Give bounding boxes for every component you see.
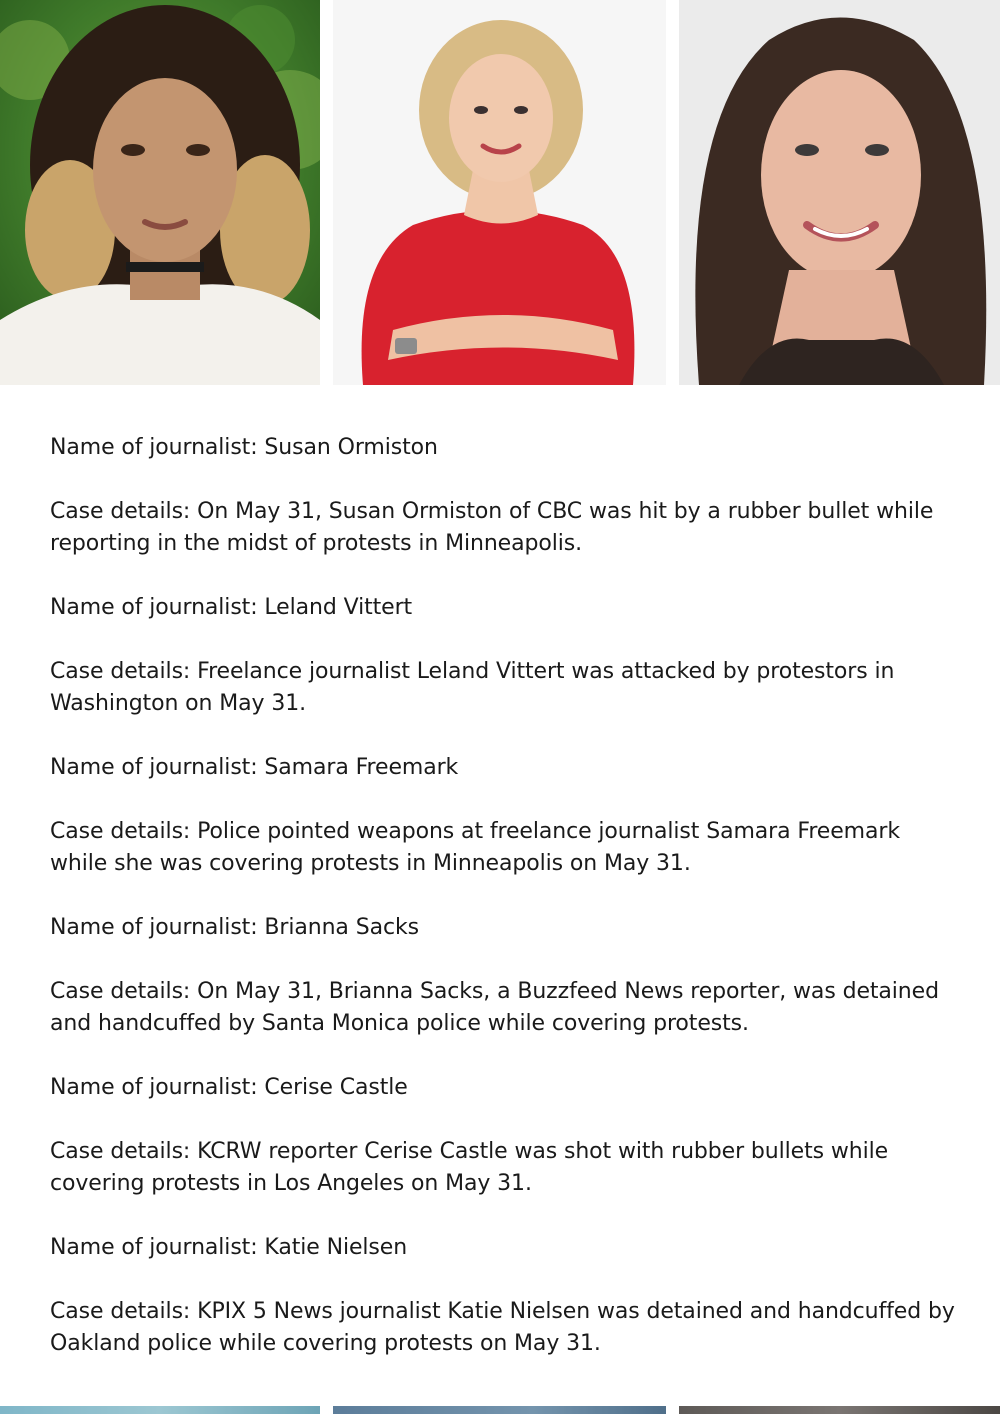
- portrait-photo-1: [0, 0, 320, 385]
- journalist-name: Name of journalist: Cerise Castle: [50, 1075, 408, 1100]
- journalist-name: Name of journalist: Leland Vittert: [50, 595, 413, 620]
- journalist-name: Name of journalist: Brianna Sacks: [50, 915, 419, 940]
- journalist-name: Name of journalist: Katie Nielsen: [50, 1235, 408, 1260]
- case-details: Case details: On May 31, Susan Ormiston of CBC was hit by a rubber bullet while reporting in the midst of protests in Minneapolis.: [50, 499, 934, 556]
- photo-edge-3: [679, 1406, 1000, 1414]
- photo-row: [0, 0, 1000, 385]
- portrait-photo-3: [679, 0, 1000, 385]
- photo-edge-1: [0, 1406, 320, 1414]
- photo-edge-2: [333, 1406, 666, 1414]
- case-details: Case details: Freelance journalist Leland Vittert was attacked by protestors in Washington on May 31.: [50, 659, 895, 716]
- next-photo-row-edge: [0, 1406, 1000, 1414]
- case-details: Case details: KPIX 5 News journalist Katie Nielsen was detained and handcuffed by Oakland police while covering protests on May 31.: [50, 1299, 955, 1356]
- portrait-photo-2: [333, 0, 666, 385]
- case-details: Case details: Police pointed weapons at freelance journalist Samara Freemark while she was covering protests in Minneapolis on May 31.: [50, 819, 900, 876]
- journalist-name: Name of journalist: Samara Freemark: [50, 755, 459, 780]
- journalist-list: [50, 432, 960, 1392]
- case-details: Case details: KCRW reporter Cerise Castle was shot with rubber bullets while covering protests in Los Angeles on May 31.: [50, 1139, 889, 1196]
- journalist-name: Name of journalist: Susan Ormiston: [50, 435, 438, 460]
- case-details: Case details: On May 31, Brianna Sacks, a Buzzfeed News reporter, was detained and handcuffed by Santa Monica police while covering protests.: [50, 979, 939, 1036]
